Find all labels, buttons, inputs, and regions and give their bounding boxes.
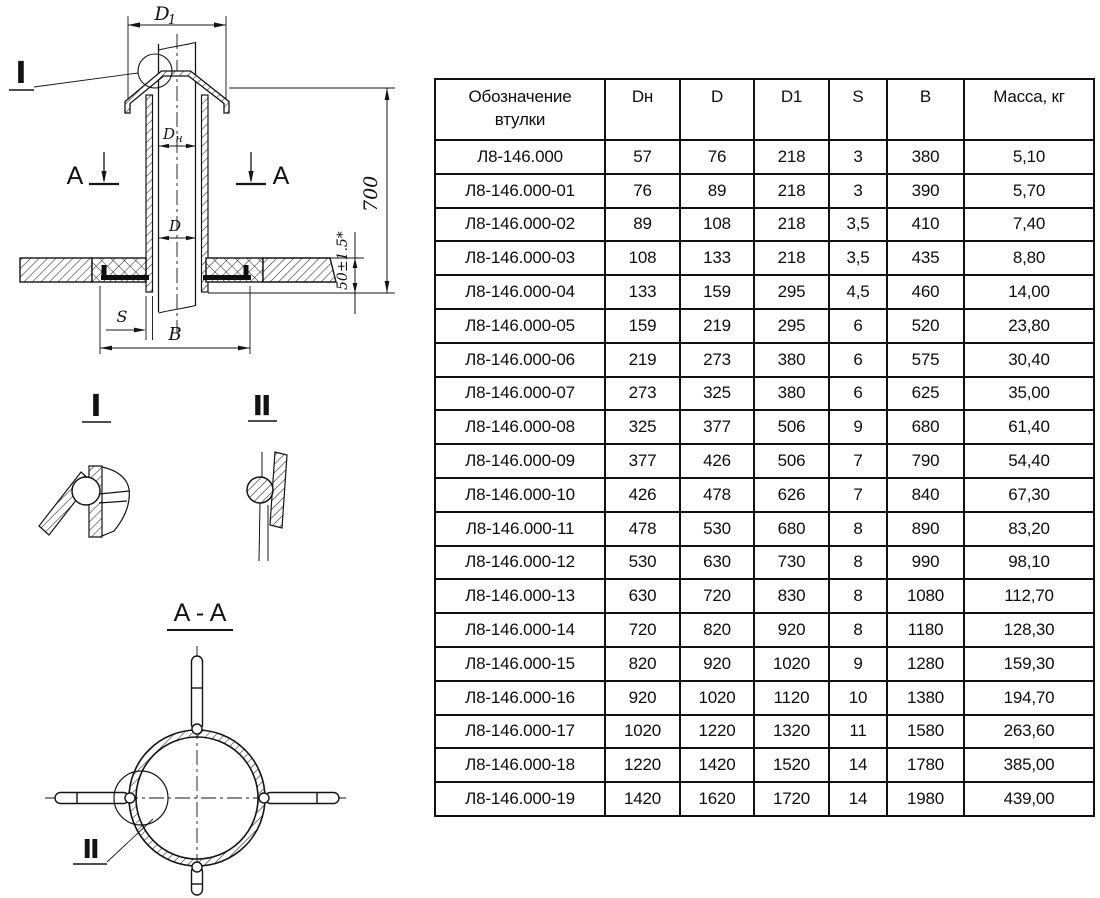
col-header-s: S xyxy=(829,79,887,140)
value-cell: 380 xyxy=(754,343,829,377)
dim-dn-label: D xyxy=(162,125,176,143)
callout-ii-label: II xyxy=(82,835,98,865)
table-row xyxy=(435,546,1094,580)
value-cell: 159 xyxy=(680,275,754,309)
designation-cell: Л8-146.000-09 xyxy=(435,444,605,478)
value-cell: 377 xyxy=(680,410,754,444)
value-cell: 506 xyxy=(754,410,829,444)
value-cell: 8 xyxy=(829,579,887,613)
value-cell: 83,20 xyxy=(964,512,1094,546)
dimensions-table xyxy=(434,78,1095,817)
value-cell: 625 xyxy=(887,377,964,411)
table-row xyxy=(435,174,1094,208)
sleeve-wall-left xyxy=(146,95,153,292)
value-cell: 1420 xyxy=(680,748,754,782)
value-cell: 273 xyxy=(605,377,680,411)
dim-dn-sub: н xyxy=(175,132,183,145)
value-cell: 108 xyxy=(605,241,680,275)
detail-ii-weld xyxy=(247,477,273,503)
value-cell: 3,5 xyxy=(829,241,887,275)
value-cell: 1220 xyxy=(680,715,754,749)
handle-rod-right xyxy=(259,793,339,804)
value-cell: 1580 xyxy=(887,715,964,749)
col-header-mass: Масса, кг xyxy=(964,79,1094,140)
designation-cell: Л8-146.000-16 xyxy=(435,681,605,715)
value-cell: 478 xyxy=(605,512,680,546)
value-cell: 159 xyxy=(605,309,680,343)
value-cell: 263,60 xyxy=(964,715,1094,749)
value-cell: 426 xyxy=(605,478,680,512)
value-cell: 98,10 xyxy=(964,546,1094,580)
designation-cell: Л8-146.000-17 xyxy=(435,715,605,749)
value-cell: 219 xyxy=(605,343,680,377)
table-row xyxy=(435,377,1094,411)
table-row xyxy=(435,579,1094,613)
value-cell: 14 xyxy=(829,748,887,782)
value-cell: 128,30 xyxy=(964,613,1094,647)
designation-cell: Л8-146.000-15 xyxy=(435,647,605,681)
value-cell: 295 xyxy=(754,309,829,343)
value-cell: 89 xyxy=(605,208,680,242)
value-cell: 218 xyxy=(754,140,829,174)
value-cell: 435 xyxy=(887,241,964,275)
value-cell: 133 xyxy=(680,241,754,275)
value-cell: 1320 xyxy=(754,715,829,749)
value-cell: 1080 xyxy=(887,579,964,613)
handle-rod-bottom xyxy=(192,862,203,895)
value-cell: 1120 xyxy=(754,681,829,715)
value-cell: 1280 xyxy=(887,647,964,681)
table-row xyxy=(435,343,1094,377)
value-cell: 14 xyxy=(829,782,887,816)
value-cell: 575 xyxy=(887,343,964,377)
value-cell: 530 xyxy=(680,512,754,546)
callout-i-label: I xyxy=(15,56,27,91)
designation-cell: Л8-146.000-10 xyxy=(435,478,605,512)
value-cell: 720 xyxy=(680,579,754,613)
dim-d1-label: D xyxy=(154,3,170,25)
value-cell: 3 xyxy=(829,174,887,208)
value-cell: 14,00 xyxy=(964,275,1094,309)
col-header-b: B xyxy=(887,79,964,140)
value-cell: 460 xyxy=(887,275,964,309)
value-cell: 10 xyxy=(829,681,887,715)
value-cell: 108 xyxy=(680,208,754,242)
value-cell: 380 xyxy=(887,140,964,174)
dim-s-label: S xyxy=(116,307,128,326)
value-cell: 680 xyxy=(887,410,964,444)
designation-cell: Л8-146.000-03 xyxy=(435,241,605,275)
roof-slab-right xyxy=(263,258,336,282)
value-cell: 830 xyxy=(754,579,829,613)
detail-i-title: I xyxy=(90,389,102,424)
table-row xyxy=(435,275,1094,309)
designation-cell: Л8-146.000-01 xyxy=(435,174,605,208)
table-row xyxy=(435,208,1094,242)
value-cell: 3,5 xyxy=(829,208,887,242)
value-cell: 380 xyxy=(754,377,829,411)
value-cell: 30,40 xyxy=(964,343,1094,377)
value-cell: 1420 xyxy=(605,782,680,816)
designation-cell: Л8-146.000 xyxy=(435,140,605,174)
value-cell: 8 xyxy=(829,613,887,647)
dim-s xyxy=(106,296,153,340)
table-body xyxy=(435,140,1094,816)
designation-cell: Л8-146.000-12 xyxy=(435,546,605,580)
designation-cell: Л8-146.000-06 xyxy=(435,343,605,377)
roof-slab-left xyxy=(20,258,92,282)
table-row xyxy=(435,613,1094,647)
value-cell: 377 xyxy=(605,444,680,478)
col-header-d: D xyxy=(680,79,754,140)
value-cell: 67,30 xyxy=(964,478,1094,512)
value-cell: 1180 xyxy=(887,613,964,647)
table-row xyxy=(435,478,1094,512)
technical-drawing xyxy=(0,0,430,898)
value-cell: 273 xyxy=(680,343,754,377)
value-cell: 478 xyxy=(680,478,754,512)
table-row xyxy=(435,681,1094,715)
value-cell: 159,30 xyxy=(964,647,1094,681)
value-cell: 820 xyxy=(680,613,754,647)
table-row xyxy=(435,410,1094,444)
main-view xyxy=(9,3,395,354)
value-cell: 1020 xyxy=(605,715,680,749)
value-cell: 7 xyxy=(829,444,887,478)
value-cell: 218 xyxy=(754,241,829,275)
table-row xyxy=(435,309,1094,343)
dim-d1 xyxy=(128,3,226,100)
dim-700-label: 700 xyxy=(360,175,382,212)
value-cell: 1620 xyxy=(680,782,754,816)
dim-d-label: D xyxy=(168,217,182,235)
value-cell: 8,80 xyxy=(964,241,1094,275)
value-cell: 730 xyxy=(754,546,829,580)
table-row xyxy=(435,241,1094,275)
dim-50 xyxy=(330,231,364,314)
value-cell: 76 xyxy=(605,174,680,208)
value-cell: 325 xyxy=(605,410,680,444)
value-cell: 410 xyxy=(887,208,964,242)
col-header-d1: D1 xyxy=(754,79,829,140)
dim-b-label: B xyxy=(168,324,182,345)
value-cell: 219 xyxy=(680,309,754,343)
value-cell: 720 xyxy=(605,613,680,647)
section-letter-left: A xyxy=(66,162,84,190)
value-cell: 9 xyxy=(829,647,887,681)
value-cell: 439,00 xyxy=(964,782,1094,816)
table-row xyxy=(435,512,1094,546)
section-a-a-title: A - A xyxy=(173,599,227,627)
value-cell: 390 xyxy=(887,174,964,208)
value-cell: 5,10 xyxy=(964,140,1094,174)
value-cell: 426 xyxy=(680,444,754,478)
handle-rod-top xyxy=(192,656,203,734)
value-cell: 61,40 xyxy=(964,410,1094,444)
value-cell: 11 xyxy=(829,715,887,749)
dim-dn xyxy=(159,125,196,148)
designation-cell: Л8-146.000-14 xyxy=(435,613,605,647)
value-cell: 6 xyxy=(829,377,887,411)
value-cell: 820 xyxy=(605,647,680,681)
value-cell: 506 xyxy=(754,444,829,478)
dim-d xyxy=(159,217,196,240)
header-row xyxy=(435,79,1094,140)
value-cell: 8 xyxy=(829,546,887,580)
value-cell: 626 xyxy=(754,478,829,512)
value-cell: 1020 xyxy=(680,681,754,715)
value-cell: 530 xyxy=(605,546,680,580)
value-cell: 840 xyxy=(887,478,964,512)
dim-50-label: 50±1.5* xyxy=(335,231,351,290)
value-cell: 194,70 xyxy=(964,681,1094,715)
value-cell: 6 xyxy=(829,309,887,343)
value-cell: 295 xyxy=(754,275,829,309)
designation-cell: Л8-146.000-05 xyxy=(435,309,605,343)
value-cell: 4,5 xyxy=(829,275,887,309)
value-cell: 1520 xyxy=(754,748,829,782)
value-cell: 57 xyxy=(605,140,680,174)
table-header xyxy=(435,79,1094,140)
designation-cell: Л8-146.000-13 xyxy=(435,579,605,613)
value-cell: 520 xyxy=(887,309,964,343)
value-cell: 35,00 xyxy=(964,377,1094,411)
designation-cell: Л8-146.000-08 xyxy=(435,410,605,444)
table-row xyxy=(435,782,1094,816)
value-cell: 325 xyxy=(680,377,754,411)
designation-cell: Л8-146.000-19 xyxy=(435,782,605,816)
section-mark-left xyxy=(67,152,119,190)
designation-cell: Л8-146.000-04 xyxy=(435,275,605,309)
value-cell: 920 xyxy=(754,613,829,647)
value-cell: 630 xyxy=(605,579,680,613)
value-cell: 8 xyxy=(829,512,887,546)
value-cell: 920 xyxy=(680,647,754,681)
value-cell: 630 xyxy=(680,546,754,580)
value-cell: 920 xyxy=(605,681,680,715)
value-cell: 890 xyxy=(887,512,964,546)
value-cell: 112,70 xyxy=(964,579,1094,613)
value-cell: 7 xyxy=(829,478,887,512)
value-cell: 990 xyxy=(887,546,964,580)
detail-ii-title: II xyxy=(252,389,270,422)
designation-cell: Л8-146.000-18 xyxy=(435,748,605,782)
table-row xyxy=(435,748,1094,782)
table-row xyxy=(435,140,1094,174)
value-cell: 1220 xyxy=(605,748,680,782)
value-cell: 76 xyxy=(680,140,754,174)
value-cell: 1980 xyxy=(887,782,964,816)
handle-rod-left xyxy=(55,793,135,804)
value-cell: 9 xyxy=(829,410,887,444)
value-cell: 1020 xyxy=(754,647,829,681)
value-cell: 89 xyxy=(680,174,754,208)
value-cell: 133 xyxy=(605,275,680,309)
detail-view-ii xyxy=(247,389,287,561)
value-cell: 385,00 xyxy=(964,748,1094,782)
value-cell: 1380 xyxy=(887,681,964,715)
section-letter-right: A xyxy=(272,162,290,190)
table-row xyxy=(435,444,1094,478)
value-cell: 1780 xyxy=(887,748,964,782)
value-cell: 790 xyxy=(887,444,964,478)
value-cell: 3 xyxy=(829,140,887,174)
col-header-designation: Обозначение втулки xyxy=(435,79,605,140)
value-cell: 1720 xyxy=(754,782,829,816)
value-cell: 54,40 xyxy=(964,444,1094,478)
detail-i-weld xyxy=(72,477,100,505)
value-cell: 7,40 xyxy=(964,208,1094,242)
value-cell: 218 xyxy=(754,174,829,208)
designation-cell: Л8-146.000-07 xyxy=(435,377,605,411)
col-header-dn: Dн xyxy=(605,79,680,140)
value-cell: 5,70 xyxy=(964,174,1094,208)
value-cell: 680 xyxy=(754,512,829,546)
dim-d1-sub: 1 xyxy=(167,13,177,28)
value-cell: 218 xyxy=(754,208,829,242)
value-cell: 6 xyxy=(829,343,887,377)
section-mark-right xyxy=(236,152,290,190)
designation-cell: Л8-146.000-11 xyxy=(435,512,605,546)
designation-cell: Л8-146.000-02 xyxy=(435,208,605,242)
table-row xyxy=(435,715,1094,749)
detail-view-i xyxy=(39,389,129,537)
table-row xyxy=(435,647,1094,681)
value-cell: 23,80 xyxy=(964,309,1094,343)
section-view-a-a xyxy=(45,599,350,897)
